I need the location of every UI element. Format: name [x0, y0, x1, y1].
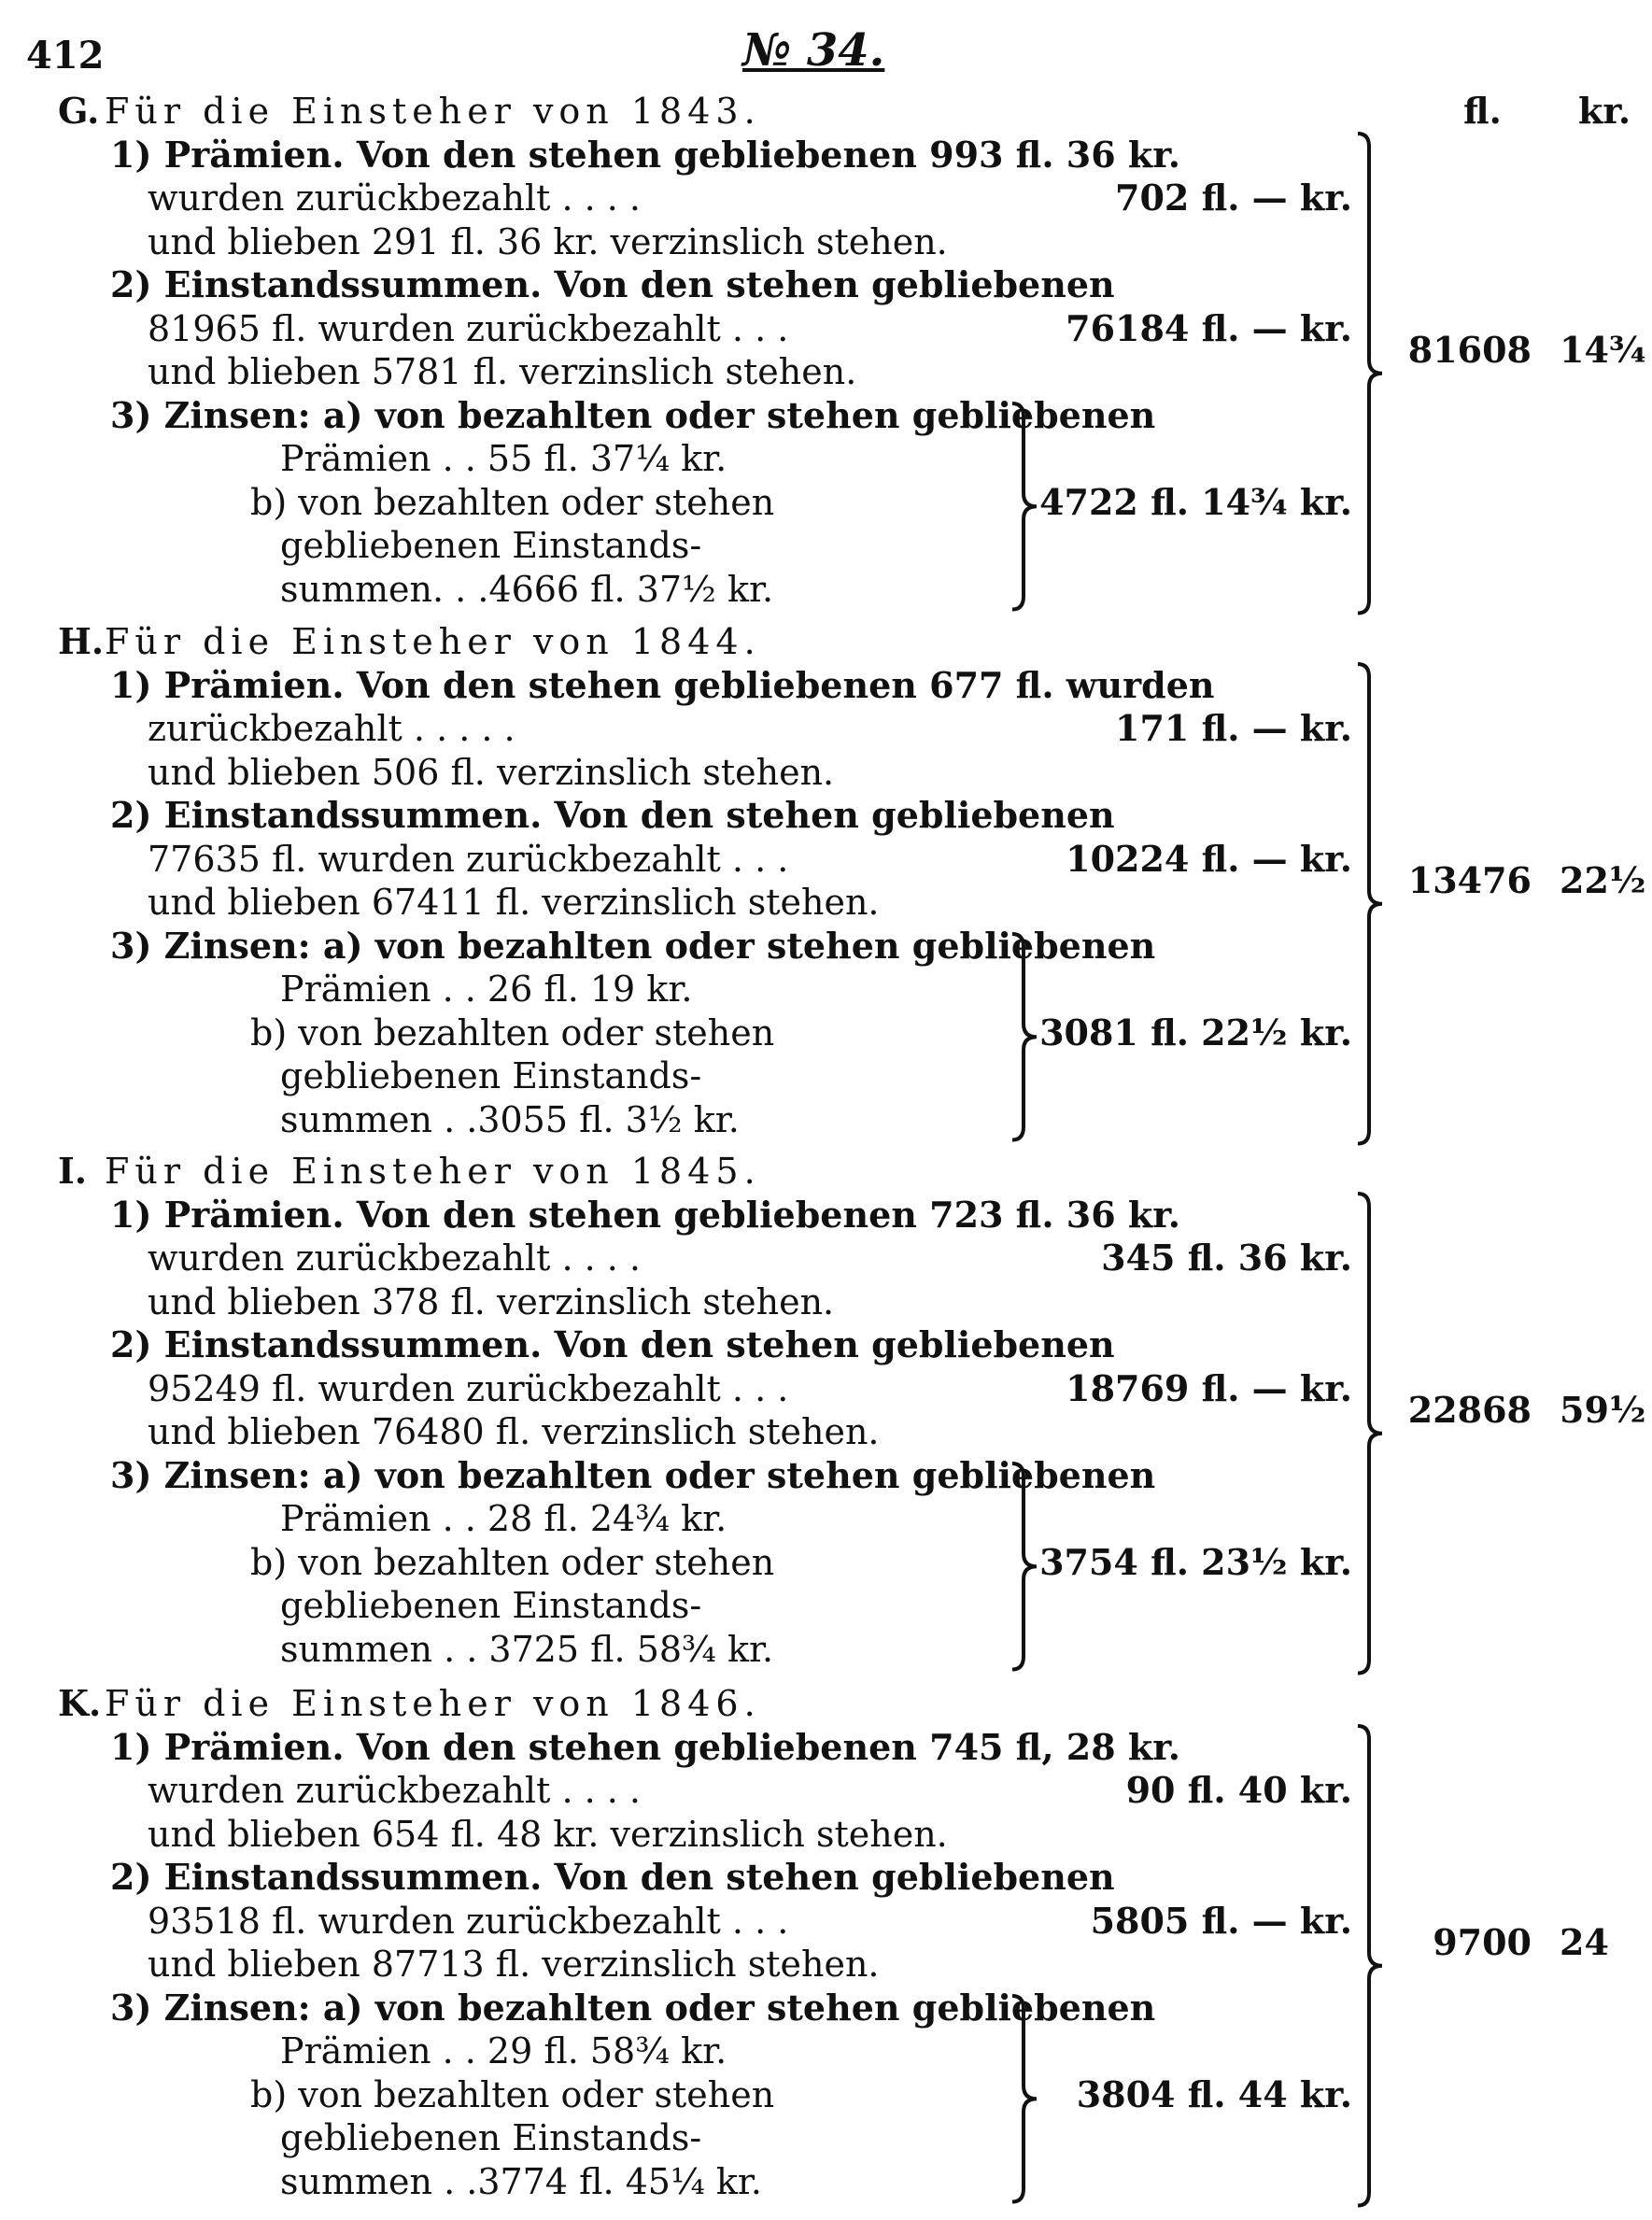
- item-3-line-2: Prämien . . 26 fl. 19 kr.: [280, 969, 693, 1010]
- item-1-line-3: und blieben 291 fl. 36 kr. verzinslich stehen.: [148, 220, 948, 262]
- item-1-amount: 702 fl. — kr.: [1115, 177, 1352, 219]
- section-title: Für die Einsteher von 1844.: [105, 621, 761, 662]
- section-letter: H.: [58, 620, 105, 662]
- item-2-line-1: 2) Einstandssummen. Von den stehen gebliebenen: [110, 794, 1115, 836]
- interest-brace: [1010, 402, 1038, 612]
- item-3-line-5: summen . .3774 fl. 45¼ kr.: [280, 2160, 762, 2202]
- section-total-kr: 24: [1560, 1921, 1609, 1963]
- section-title: Für die Einsteher von 1843.: [105, 91, 761, 132]
- item-3-line-3: b) von bezahlten oder stehen: [250, 2073, 775, 2115]
- item-3-line-2: Prämien . . 28 fl. 24¾ kr.: [280, 1498, 727, 1539]
- item-1-amount: 90 fl. 40 kr.: [1125, 1769, 1352, 1811]
- item-1-line-2: zurückbezahlt . . . . .: [148, 708, 515, 749]
- issue-number: № 34.: [742, 24, 885, 77]
- section-brace: [1356, 662, 1384, 1146]
- item-2-line-3: und blieben 87713 fl. verzinslich stehen.: [148, 1944, 880, 1985]
- item-2-amount: 5805 fl. — kr.: [1090, 1899, 1352, 1942]
- item-2-amount: 10224 fl. — kr.: [1066, 837, 1352, 880]
- item-3-line-2: Prämien . . 29 fl. 58¾ kr.: [280, 2030, 727, 2072]
- item-1-line-2: wurden zurückbezahlt . . . .: [148, 1770, 641, 1811]
- item-3-line-4: gebliebenen Einstands-: [280, 2117, 702, 2158]
- section-total-kr: 14¾: [1560, 329, 1646, 371]
- page-number: 412: [26, 34, 105, 78]
- item-3-line-4: gebliebenen Einstands-: [280, 1585, 702, 1626]
- section-total-kr: 22½: [1560, 859, 1646, 901]
- interest-brace: [1010, 932, 1038, 1142]
- item-1-line-3: und blieben 654 fl. 48 kr. verzinslich stehen.: [148, 1813, 948, 1855]
- item-3-line-3: b) von bezahlten oder stehen: [250, 481, 775, 523]
- section-total-fl: 9700: [1433, 1921, 1532, 1963]
- column-header-fl: fl.: [1463, 90, 1502, 132]
- item-3-amount: 4722 fl. 14¾ kr.: [1039, 480, 1352, 523]
- section-total-fl: 22868: [1407, 1389, 1532, 1431]
- item-2-line-3: und blieben 76480 fl. verzinslich stehen.: [148, 1411, 880, 1452]
- item-3-line-5: summen. . .4666 fl. 37½ kr.: [280, 568, 774, 610]
- item-2-line-3: und blieben 5781 fl. verzinslich stehen.: [148, 351, 857, 392]
- item-3-line-1: 3) Zinsen: a) von bezahlten oder stehen gebliebenen: [110, 393, 1156, 436]
- item-3-line-2: Prämien . . 55 fl. 37¼ kr.: [280, 438, 727, 479]
- section-letter: I.: [58, 1150, 88, 1192]
- item-1-line-1: 1) Prämien. Von den stehen gebliebenen 993 fl. 36 kr.: [110, 133, 1180, 176]
- item-1-amount: 345 fl. 36 kr.: [1101, 1237, 1352, 1279]
- item-1-amount: 171 fl. — kr.: [1115, 707, 1352, 749]
- item-3-amount: 3081 fl. 22½ kr.: [1039, 1011, 1352, 1053]
- item-2-amount: 76184 fl. — kr.: [1066, 306, 1352, 349]
- item-3-amount: 3754 fl. 23½ kr.: [1039, 1540, 1352, 1583]
- section-total-kr: 59½: [1560, 1389, 1646, 1431]
- item-2-line-1: 2) Einstandssummen. Von den stehen gebliebenen: [110, 1323, 1115, 1365]
- section-total-fl: 81608: [1407, 329, 1532, 371]
- section-brace: [1356, 132, 1384, 615]
- interest-brace: [1010, 1994, 1038, 2204]
- item-3-line-1: 3) Zinsen: a) von bezahlten oder stehen gebliebenen: [110, 1986, 1156, 2029]
- item-1-line-1: 1) Prämien. Von den stehen gebliebenen 745 fl, 28 kr.: [110, 1725, 1180, 1768]
- section-brace: [1356, 1724, 1384, 2208]
- section-title: Für die Einsteher von 1846.: [105, 1683, 761, 1724]
- item-1-line-2: wurden zurückbezahlt . . . .: [148, 177, 641, 219]
- item-2-amount: 18769 fl. — kr.: [1066, 1366, 1352, 1409]
- item-2-line-1: 2) Einstandssummen. Von den stehen gebliebenen: [110, 1856, 1115, 1898]
- item-3-line-1: 3) Zinsen: a) von bezahlten oder stehen gebliebenen: [110, 924, 1156, 967]
- item-2-line-1: 2) Einstandssummen. Von den stehen gebliebenen: [110, 263, 1115, 305]
- item-1-line-1: 1) Prämien. Von den stehen gebliebenen 677 fl. wurden: [110, 663, 1215, 706]
- item-2-line-2: 77635 fl. wurden zurückbezahlt . . .: [148, 838, 789, 880]
- item-2-line-2: 95249 fl. wurden zurückbezahlt . . .: [148, 1367, 789, 1409]
- item-1-line-1: 1) Prämien. Von den stehen gebliebenen 723 fl. 36 kr.: [110, 1193, 1180, 1236]
- section-total-fl: 13476: [1407, 859, 1532, 901]
- item-3-line-5: summen . . 3725 fl. 58¾ kr.: [280, 1628, 774, 1670]
- item-3-line-4: gebliebenen Einstands-: [280, 525, 702, 566]
- item-2-line-2: 93518 fl. wurden zurückbezahlt . . .: [148, 1900, 789, 1942]
- item-3-amount: 3804 fl. 44 kr.: [1076, 2072, 1352, 2115]
- item-1-line-2: wurden zurückbezahlt . . . .: [148, 1237, 641, 1279]
- item-3-line-3: b) von bezahlten oder stehen: [250, 1541, 775, 1583]
- item-2-line-3: und blieben 67411 fl. verzinslich stehen.: [148, 882, 880, 923]
- item-1-line-3: und blieben 506 fl. verzinslich stehen.: [148, 751, 835, 793]
- item-3-line-1: 3) Zinsen: a) von bezahlten oder stehen gebliebenen: [110, 1453, 1156, 1496]
- item-3-line-3: b) von bezahlten oder stehen: [250, 1011, 775, 1053]
- column-header-kr: kr.: [1578, 90, 1631, 132]
- interest-brace: [1010, 1462, 1038, 1672]
- section-title: Für die Einsteher von 1845.: [105, 1151, 761, 1192]
- section-letter: G.: [58, 90, 100, 132]
- item-2-line-2: 81965 fl. wurden zurückbezahlt . . .: [148, 307, 789, 349]
- section-brace: [1356, 1192, 1384, 1676]
- item-3-line-5: summen . .3055 fl. 3½ kr.: [280, 1098, 740, 1140]
- item-3-line-4: gebliebenen Einstands-: [280, 1055, 702, 1096]
- section-letter: K.: [58, 1682, 102, 1724]
- item-1-line-3: und blieben 378 fl. verzinslich stehen.: [148, 1280, 835, 1322]
